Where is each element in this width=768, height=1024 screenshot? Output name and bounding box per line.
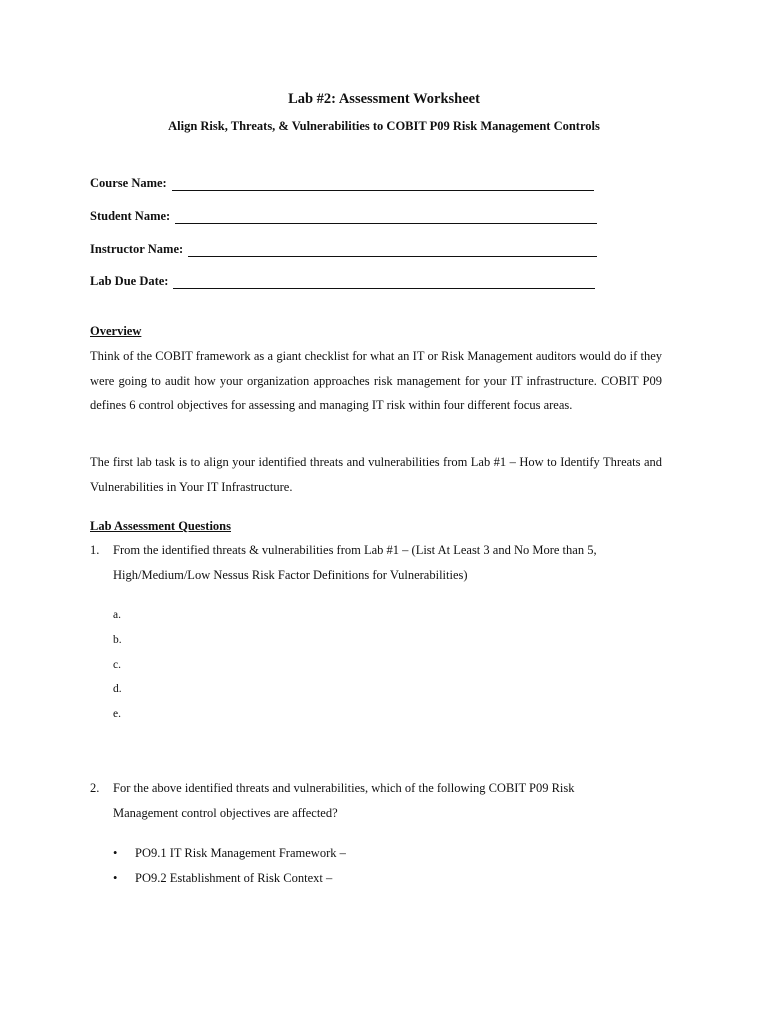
student-name-blank[interactable] <box>175 211 597 224</box>
overview-paragraph-1: Think of the COBIT framework as a giant checklist for what an IT or Risk Management auditors would do if they were going to audit how your organization approaches risk management for your IT infrastructure. COBIT P09 defines 6 control objectives for assessing and managing IT risk within four different focus areas. <box>90 349 662 412</box>
student-name-label: Student Name: <box>90 209 171 223</box>
instructor-name-field <box>90 242 597 257</box>
bullet-text: PO9.2 Establishment of Risk Context – <box>135 871 333 885</box>
instructor-name-label: Instructor Name: <box>90 242 184 256</box>
question-1-number: 1. <box>90 543 100 557</box>
course-name-field <box>90 176 594 191</box>
lab-due-date-field <box>90 274 595 289</box>
bullet-icon: • <box>113 846 118 860</box>
course-name-label: Course Name: <box>90 176 167 190</box>
bullet-icon: • <box>113 871 118 885</box>
question-1-item-d: d. <box>113 683 122 695</box>
question-2-bullet-2 <box>113 871 332 886</box>
page-title: Lab #2: Assessment Worksheet <box>288 91 480 107</box>
question-2-text: For the above identified threats and vulnerabilities, which of the following COBIT P09 Risk Management control objectives are affected? <box>113 781 575 820</box>
instructor-name-blank[interactable] <box>188 244 597 257</box>
course-name-blank[interactable] <box>172 178 594 191</box>
lab-due-date-label: Lab Due Date: <box>90 274 169 288</box>
lab-due-date-blank[interactable] <box>173 276 595 289</box>
question-2-number: 2. <box>90 781 100 795</box>
question-2-bullet-1 <box>113 846 346 861</box>
overview-heading: Overview <box>90 324 142 338</box>
student-name-field <box>90 209 597 224</box>
bullet-text: PO9.1 IT Risk Management Framework – <box>135 846 346 860</box>
questions-heading: Lab Assessment Questions <box>90 519 231 533</box>
question-1-item-a: a. <box>113 609 121 621</box>
question-1-item-e: e. <box>113 708 121 720</box>
question-1-item-c: c. <box>113 659 121 671</box>
overview-paragraph-2: The first lab task is to align your identified threats and vulnerabilities from Lab #1 – How to Identify Threats and Vulnerabilities in Your IT Infrastructure. <box>90 455 662 494</box>
page-subtitle: Align Risk, Threats, & Vulnerabilities to COBIT P09 Risk Management Controls <box>168 119 600 133</box>
question-1-item-b: b. <box>113 634 122 646</box>
question-1-text: From the identified threats & vulnerabilities from Lab #1 – (List At Least 3 and No More than 5, High/Medium/Low Nessus Risk Factor Definitions for Vulnerabilities) <box>113 543 597 582</box>
